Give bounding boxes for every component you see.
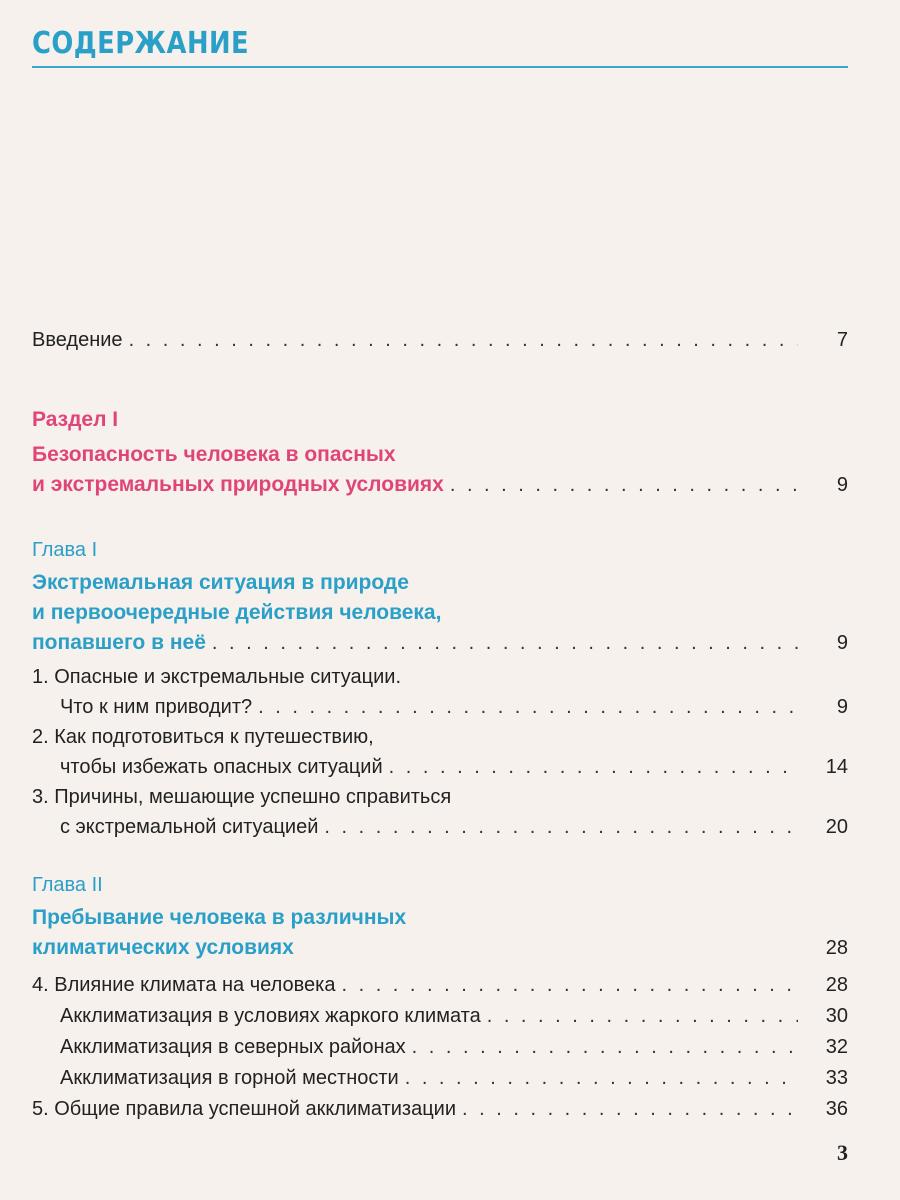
toc-entry-sub-1[interactable] xyxy=(32,1001,848,1031)
toc-entry-item-4[interactable] xyxy=(32,970,848,1000)
leader-dots xyxy=(405,1063,798,1093)
chapter-title-line1: Экстремальная ситуация в природе xyxy=(32,571,409,594)
toc-entry-sub-3[interactable] xyxy=(32,1063,848,1093)
toc-entry-item-3[interactable] xyxy=(32,782,848,842)
leader-dots xyxy=(412,1032,798,1062)
toc-entry-section[interactable] xyxy=(32,440,848,500)
section-title-line1: Безопасность человека в опасных xyxy=(32,443,396,466)
leader-dots xyxy=(258,692,798,722)
entry-line2: Что к ним приводит? xyxy=(60,696,253,718)
toc-entry-sub-2[interactable] xyxy=(32,1032,848,1062)
toc-entry-chapter-1[interactable] xyxy=(32,568,848,658)
entry-line1: 1. Опасные и экстремальные ситуации. xyxy=(32,666,402,688)
entry-line1: 3. Причины, мешающие успешно справиться xyxy=(32,786,452,808)
leader-dots xyxy=(450,470,798,500)
section-title-line2: и экстремальных природных условиях xyxy=(32,473,444,496)
entry-page: 30 xyxy=(825,1005,848,1027)
entry-page: 7 xyxy=(836,329,848,351)
entry-line2: с экстремальной ситуацией xyxy=(60,816,319,838)
entry-line2: чтобы избежать опасных ситуаций xyxy=(60,756,383,778)
entry-page: 9 xyxy=(836,696,848,718)
page-title: СОДЕРЖАНИЕ xyxy=(32,26,250,61)
leader-dots xyxy=(212,628,798,658)
chapter-label: Глава I xyxy=(32,539,98,561)
entry-text: 5. Общие правила успешной акклиматизации xyxy=(32,1098,456,1120)
entry-page: 20 xyxy=(825,816,848,838)
entry-text: Акклиматизация в условиях жаркого климата xyxy=(60,1005,481,1027)
leader-dots xyxy=(389,752,798,782)
leader-dots xyxy=(462,1094,798,1124)
section-label: Раздел I xyxy=(32,408,119,431)
entry-text: Акклиматизация в горной местности xyxy=(60,1067,399,1089)
leader-dots xyxy=(129,325,798,355)
title-rule xyxy=(32,66,848,68)
leader-dots xyxy=(324,812,798,842)
leader-dots xyxy=(341,970,798,1000)
entry-page: 32 xyxy=(825,1036,848,1058)
entry-page: 9 xyxy=(836,632,848,654)
toc-entry-chapter-2[interactable] xyxy=(32,903,848,963)
entry-page: 28 xyxy=(825,974,848,996)
entry-page: 14 xyxy=(825,756,848,778)
entry-line1: 2. Как подготовиться к путешествию, xyxy=(32,726,374,748)
entry-text: Акклиматизация в северных районах xyxy=(60,1036,406,1058)
toc-entry-item-1[interactable] xyxy=(32,662,848,722)
chapter-title-line2: климатических условиях xyxy=(32,936,294,959)
page-number: 3 xyxy=(837,1140,848,1165)
toc-entry-intro[interactable] xyxy=(32,325,848,355)
entry-page: 33 xyxy=(825,1067,848,1089)
chapter-title-line2: и первоочередные действия человека, xyxy=(32,601,442,624)
toc-entry-item-2[interactable] xyxy=(32,722,848,782)
chapter-title-line3: попавшего в неё xyxy=(32,631,206,654)
entry-page: 36 xyxy=(825,1098,848,1120)
chapter-label: Глава II xyxy=(32,874,103,896)
entry-page: 28 xyxy=(825,937,848,959)
entry-page: 9 xyxy=(836,474,848,496)
chapter-title-line1: Пребывание человека в различных xyxy=(32,906,407,929)
entry-label: Введение xyxy=(32,329,123,351)
entry-text: 4. Влияние климата на человека xyxy=(32,974,336,996)
toc-entry-item-5[interactable] xyxy=(32,1094,848,1124)
leader-dots xyxy=(487,1001,798,1031)
